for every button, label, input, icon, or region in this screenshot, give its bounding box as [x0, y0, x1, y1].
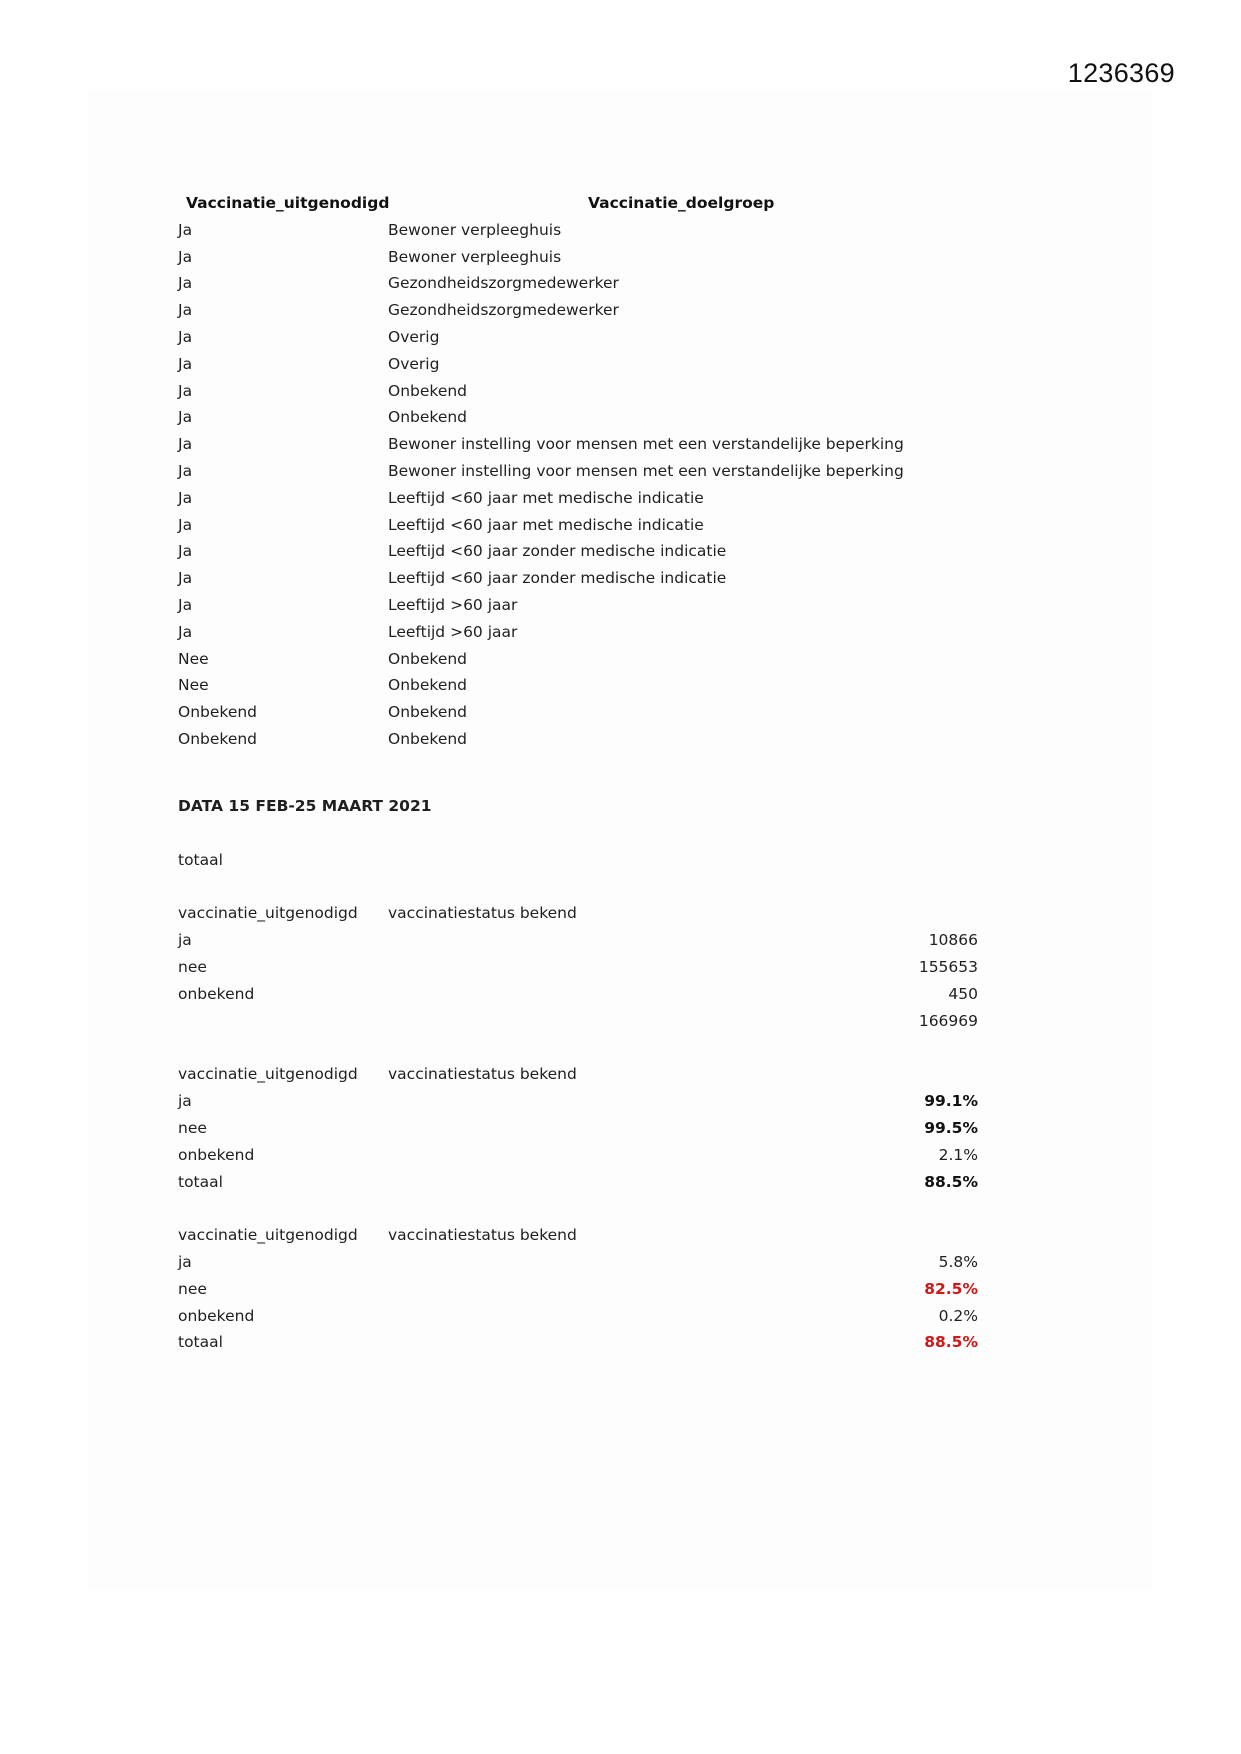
- cell-doelgroep: Bewoner instelling voor mensen met een verstandelijke beperking: [388, 435, 904, 454]
- cell-uitgenodigd: Ja: [178, 381, 193, 400]
- percentage-table-share: [178, 1222, 978, 1356]
- subtitle-text: totaal: [178, 850, 223, 869]
- document-number: 1236369: [1067, 58, 1175, 88]
- cell-uitgenodigd: Ja: [178, 488, 193, 507]
- row-label: totaal: [178, 1172, 223, 1191]
- cell-uitgenodigd: Ja: [178, 408, 193, 427]
- row-label: nee: [178, 1279, 207, 1298]
- table-row: [178, 672, 978, 699]
- table-header-row: [178, 190, 978, 217]
- table-row: [178, 324, 978, 351]
- table-row: [178, 619, 978, 646]
- cell-doelgroep: Leeftijd <60 jaar met medische indicatie: [388, 515, 704, 534]
- cell-uitgenodigd: Ja: [178, 622, 193, 641]
- table-row: [178, 1142, 978, 1169]
- doelgroep-table: [178, 190, 978, 753]
- column-header-status: vaccinatiestatus bekend: [388, 904, 577, 923]
- row-label: onbekend: [178, 984, 255, 1003]
- cell-uitgenodigd: Ja: [178, 515, 193, 534]
- table-row: [178, 351, 978, 378]
- column-header-uitgenodigd: Vaccinatie_uitgenodigd: [186, 194, 390, 212]
- row-label: totaal: [178, 1333, 223, 1352]
- table-row: [178, 592, 978, 619]
- cell-doelgroep: Overig: [388, 327, 440, 346]
- row-label: [178, 1008, 388, 1035]
- row-value: 166969: [918, 1011, 978, 1030]
- table-row: [178, 512, 978, 539]
- table-row: [178, 726, 978, 753]
- cell-uitgenodigd: Ja: [178, 461, 193, 480]
- cell-uitgenodigd: Ja: [178, 569, 193, 588]
- row-value: 5.8%: [938, 1253, 978, 1272]
- cell-doelgroep: Onbekend: [388, 676, 468, 695]
- row-label: onbekend: [178, 1306, 255, 1325]
- cell-doelgroep: Leeftijd <60 jaar zonder medische indicatie: [388, 569, 727, 588]
- table-header-row: [178, 1061, 978, 1088]
- cell-doelgroep: Leeftijd >60 jaar: [388, 622, 518, 641]
- cell-uitgenodigd: Onbekend: [178, 729, 258, 748]
- cell-uitgenodigd: Nee: [178, 676, 209, 695]
- cell-doelgroep: Onbekend: [388, 649, 468, 668]
- cell-uitgenodigd: Ja: [178, 247, 193, 266]
- table-row: [178, 1303, 978, 1330]
- section-title: DATA 15 FEB-25 MAART 2021: [178, 796, 432, 815]
- table-row: [178, 646, 978, 673]
- row-value: 88.5%: [924, 1172, 978, 1191]
- percentage-table-known-status: [178, 1061, 978, 1195]
- table-row: [178, 927, 978, 954]
- column-header-status: vaccinatiestatus bekend: [388, 1226, 577, 1245]
- cell-uitgenodigd: Ja: [178, 354, 193, 373]
- cell-uitgenodigd: Ja: [178, 327, 193, 346]
- row-label: ja: [178, 1092, 192, 1111]
- row-value: 10866: [928, 931, 978, 950]
- cell-uitgenodigd: Ja: [178, 435, 193, 454]
- cell-doelgroep: Bewoner instelling voor mensen met een verstandelijke beperking: [388, 461, 904, 480]
- cell-doelgroep: Leeftijd >60 jaar: [388, 595, 518, 614]
- row-value-highlighted: 82.5%: [924, 1279, 978, 1298]
- table-total-row: [178, 1008, 978, 1035]
- cell-uitgenodigd: Ja: [178, 595, 193, 614]
- table-row: [178, 1115, 978, 1142]
- column-header-uitgenodigd: vaccinatie_uitgenodigd: [178, 1065, 358, 1084]
- cell-uitgenodigd: Nee: [178, 649, 209, 668]
- cell-doelgroep: Overig: [388, 354, 440, 373]
- cell-doelgroep: Bewoner verpleeghuis: [388, 220, 562, 239]
- section-subtitle: [178, 847, 978, 874]
- table-row: [178, 538, 978, 565]
- table-row: [178, 954, 978, 981]
- cell-doelgroep: Onbekend: [388, 729, 468, 748]
- row-value: 99.5%: [924, 1118, 978, 1137]
- row-value: 99.1%: [924, 1092, 978, 1111]
- row-label: nee: [178, 957, 207, 976]
- row-label: ja: [178, 931, 192, 950]
- cell-uitgenodigd: Onbekend: [178, 703, 258, 722]
- row-value-highlighted: 88.5%: [924, 1333, 978, 1352]
- table-row: [178, 1276, 978, 1303]
- table-row: [178, 378, 978, 405]
- table-total-row: [178, 1169, 978, 1196]
- table-row: [178, 244, 978, 271]
- cell-doelgroep: Onbekend: [388, 408, 468, 427]
- table-row: [178, 458, 978, 485]
- cell-uitgenodigd: Ja: [178, 542, 193, 561]
- cell-doelgroep: Onbekend: [388, 703, 468, 722]
- row-value: 0.2%: [938, 1306, 978, 1325]
- column-header-status: vaccinatiestatus bekend: [388, 1065, 577, 1084]
- row-value: 450: [948, 984, 978, 1003]
- table-total-row: [178, 1329, 978, 1356]
- row-label: onbekend: [178, 1145, 255, 1164]
- column-header-doelgroep: Vaccinatie_doelgroep: [588, 194, 775, 212]
- table-row: [178, 217, 978, 244]
- table-row: [178, 699, 978, 726]
- table-row: [178, 981, 978, 1008]
- table-row: [178, 565, 978, 592]
- table-row: [178, 1249, 978, 1276]
- cell-doelgroep: Leeftijd <60 jaar met medische indicatie: [388, 488, 704, 507]
- row-value: 2.1%: [938, 1145, 978, 1164]
- table-row: [178, 485, 978, 512]
- cell-uitgenodigd: Ja: [178, 274, 193, 293]
- row-label: nee: [178, 1118, 207, 1137]
- table-row: [178, 431, 978, 458]
- table-row: [178, 297, 978, 324]
- column-header-uitgenodigd: vaccinatie_uitgenodigd: [178, 904, 358, 923]
- row-label: ja: [178, 1253, 192, 1272]
- table-row: [178, 1088, 978, 1115]
- cell-uitgenodigd: Ja: [178, 301, 193, 320]
- counts-table: [178, 900, 978, 1034]
- table-row: [178, 404, 978, 431]
- table-row: [178, 270, 978, 297]
- cell-doelgroep: Leeftijd <60 jaar zonder medische indicatie: [388, 542, 727, 561]
- table-header-row: [178, 1222, 978, 1249]
- row-value: 155653: [918, 957, 978, 976]
- table-header-row: [178, 900, 978, 927]
- cell-doelgroep: Gezondheidszorgmedewerker: [388, 274, 619, 293]
- cell-uitgenodigd: Ja: [178, 220, 193, 239]
- cell-doelgroep: Onbekend: [388, 381, 468, 400]
- cell-doelgroep: Gezondheidszorgmedewerker: [388, 301, 619, 320]
- spreadsheet-content: [178, 190, 978, 1356]
- cell-doelgroep: Bewoner verpleeghuis: [388, 247, 562, 266]
- column-header-uitgenodigd: vaccinatie_uitgenodigd: [178, 1226, 358, 1245]
